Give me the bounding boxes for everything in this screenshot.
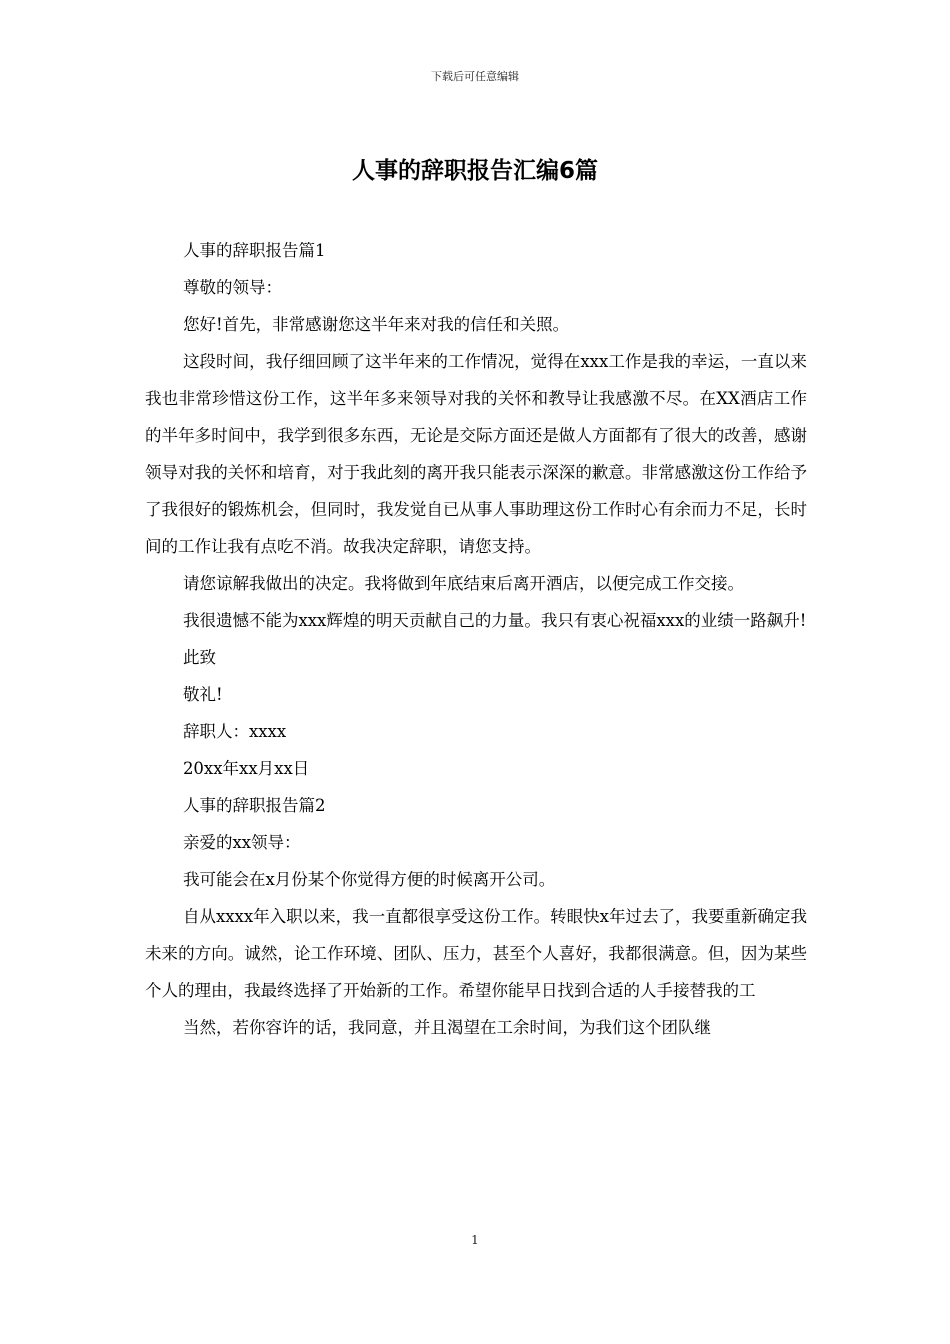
document-body — [145, 232, 807, 1046]
paragraph: 我很遗憾不能为xxx辉煌的明天贡献自己的力量。我只有衷心祝福xxx的业绩一路飙升! — [182, 611, 807, 630]
closing-line: 此致 — [182, 648, 216, 667]
date-line: 20xx年xx月xx日 — [182, 759, 310, 778]
section-heading: 人事的辞职报告篇2 — [182, 796, 326, 815]
paragraph: 您好!首先，非常感谢您这半年来对我的信任和关照。 — [182, 315, 570, 334]
document-title: 人事的辞职报告汇编6篇 — [351, 158, 598, 184]
header-note: 下载后可任意编辑 — [431, 70, 519, 83]
paragraph: 我可能会在x月份某个你觉得方便的时候离开公司。 — [182, 870, 556, 889]
section-heading: 人事的辞职报告篇1 — [182, 241, 326, 260]
paragraph: 自从xxxx年入职以来，我一直都很享受这份工作。转眼快x年过去了，我要重新确定我未来的方向。诚然，论工作环境、团队、压力，甚至个人喜好，我都很满意。但，因为某些个人的理由，我最终选择了开始新的工作。希望你能早日找到合适的人手接替我的工 — [145, 907, 807, 1000]
paragraph: 请您谅解我做出的决定。我将做到年底结束后离开酒店，以便完成工作交接。 — [182, 574, 744, 593]
salutation: 尊敬的领导： — [182, 278, 282, 297]
closing-line: 敬礼! — [182, 685, 223, 704]
signature-line: 辞职人：xxxx — [182, 722, 287, 741]
salutation: 亲爱的xx领导： — [182, 833, 301, 852]
paragraph: 这段时间，我仔细回顾了这半年来的工作情况，觉得在xxx工作是我的幸运，一直以来我也非常珍惜这份工作，这半年多来领导对我的关怀和教导让我感激不尽。在XX酒店工作的半年多时间中，我学到很多东西，无论是交际方面还是做人方面都有了很大的改善，感谢领导对我的关怀和培育，对于我此刻的离开我只能表示深深的歉意。非常感激这份工作给予了我很好的锻炼机会，但同时，我发觉自已从事人事助理这份工作时心有余而力不足，长时间的工作让我有点吃不消。故我决定辞职，请您支持。 — [145, 352, 807, 556]
page-number: 1 — [471, 1233, 479, 1247]
paragraph: 当然，若你容许的话，我同意，并且渴望在工余时间，为我们这个团队继 — [182, 1018, 711, 1037]
